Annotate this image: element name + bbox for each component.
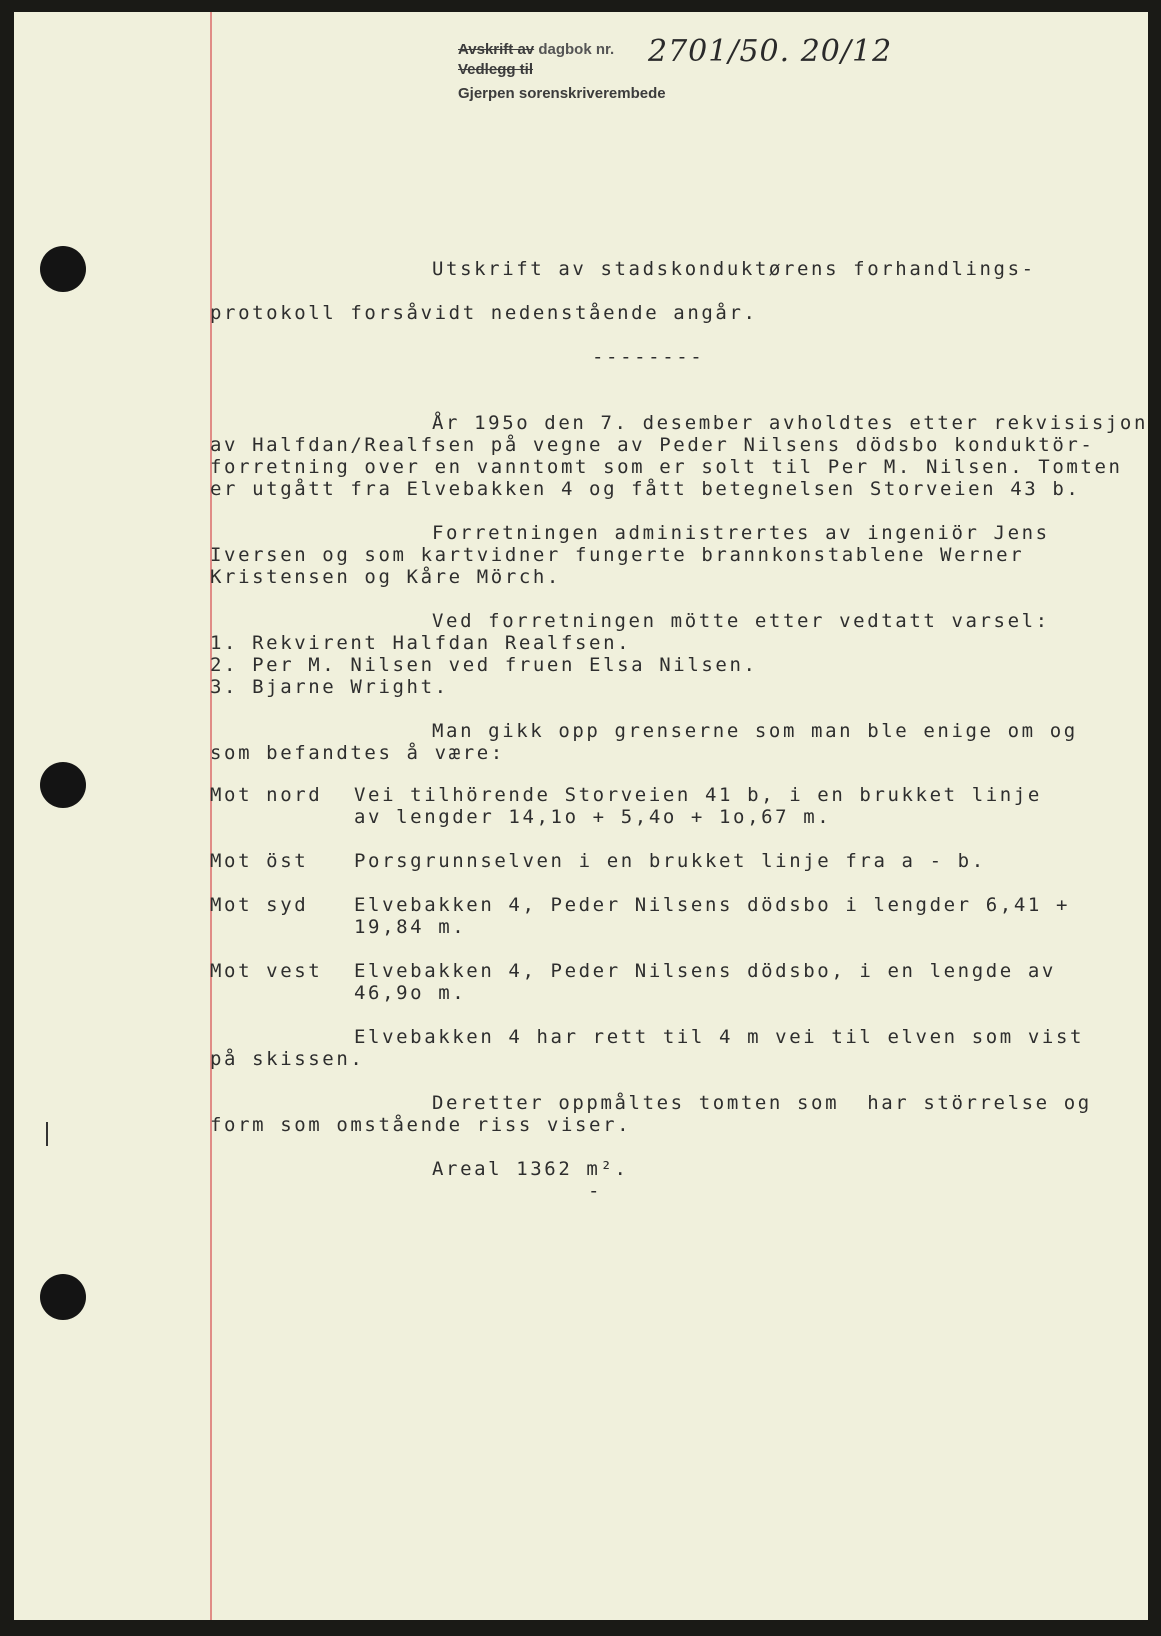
paragraph-2-line: Forretningen administrertes av ingeniör Jens xyxy=(432,522,1050,544)
boundary-label-west: Mot vest xyxy=(210,960,323,982)
boundary-text-south: Elvebakken 4, Peder Nilsens dödsbo i lengder 6,41 + xyxy=(354,894,1070,916)
separator: -------- xyxy=(592,346,705,368)
attendee-item: 3. Bjarne Wright. xyxy=(210,676,449,698)
handwritten-reference: 2701/50. 20/12 xyxy=(648,34,893,69)
area-line: Areal 1362 m². xyxy=(432,1158,629,1180)
stamp-journal-label: dagbok nr. xyxy=(538,41,615,58)
document-page xyxy=(14,12,1148,1620)
margin-pen-mark xyxy=(46,1122,48,1146)
paragraph-2-line: Iversen og som kartvidner fungerte brannkonstablene Werner xyxy=(210,544,1025,566)
paragraph-1-line: forretning over en vanntomt som er solt til Per M. Nilsen. Tomten xyxy=(210,456,1123,478)
boundary-label-east: Mot öst xyxy=(210,850,309,872)
registry-stamp xyxy=(458,40,666,104)
stamp-office: Gjerpen sorenskriverembede xyxy=(458,85,666,102)
paragraph-3-line: Ved forretningen mötte etter vedtatt varsel: xyxy=(432,610,1050,632)
punch-hole xyxy=(40,1274,86,1320)
paragraph-6-line: Deretter oppmåltes tomten som har störrelse og xyxy=(432,1092,1092,1114)
paragraph-1-line: er utgått fra Elvebakken 4 og fått betegnelsen Storveien 43 b. xyxy=(210,478,1081,500)
boundary-label-south: Mot syd xyxy=(210,894,309,916)
stamp-copy-label: Avskrift av xyxy=(458,41,535,58)
paragraph-5-line: Elvebakken 4 har rett til 4 m vei til elven som vist xyxy=(354,1026,1085,1048)
boundary-text-north: Vei tilhörende Storveien 41 b, i en brukket linje xyxy=(354,784,1042,806)
boundary-text-south: 19,84 m. xyxy=(354,916,467,938)
boundary-text-north: av lengder 14,1o + 5,4o + 1o,67 m. xyxy=(354,806,832,828)
paragraph-2-line: Kristensen og Kåre Mörch. xyxy=(210,566,561,588)
paragraph-1-line: År 195o den 7. desember avholdtes etter rekvisisjon xyxy=(432,412,1148,434)
paragraph-4-line: Man gikk opp grenserne som man ble enige om og xyxy=(432,720,1078,742)
punch-hole xyxy=(40,246,86,292)
boundary-text-east: Porsgrunnselven i en brukket linje fra a - b. xyxy=(354,850,986,872)
boundary-text-west: 46,9o m. xyxy=(354,982,467,1004)
margin-rule xyxy=(210,12,212,1620)
stamp-attachment-label: Vedlegg til xyxy=(458,61,534,78)
boundary-text-west: Elvebakken 4, Peder Nilsens dödsbo, i en lengde av xyxy=(354,960,1056,982)
boundary-label-north: Mot nord xyxy=(210,784,323,806)
title-line-2: protokoll forsåvidt nedenstående angår. xyxy=(210,302,758,324)
title-line-1: Utskrift av stadskonduktørens forhandlings- xyxy=(432,258,1036,280)
paragraph-1-line: av Halfdan/Realfsen på vegne av Peder Nilsens dödsbo konduktör- xyxy=(210,434,1095,456)
paragraph-6-line: form som omstående riss viser. xyxy=(210,1114,632,1136)
attendee-item: 2. Per M. Nilsen ved fruen Elsa Nilsen. xyxy=(210,654,758,676)
paragraph-4-line: som befandtes å være: xyxy=(210,742,505,764)
paragraph-5-line: på skissen. xyxy=(210,1048,365,1070)
punch-hole xyxy=(40,762,86,808)
attendee-item: 1. Rekvirent Halfdan Realfsen. xyxy=(210,632,632,654)
closing-dash: - xyxy=(588,1180,603,1202)
